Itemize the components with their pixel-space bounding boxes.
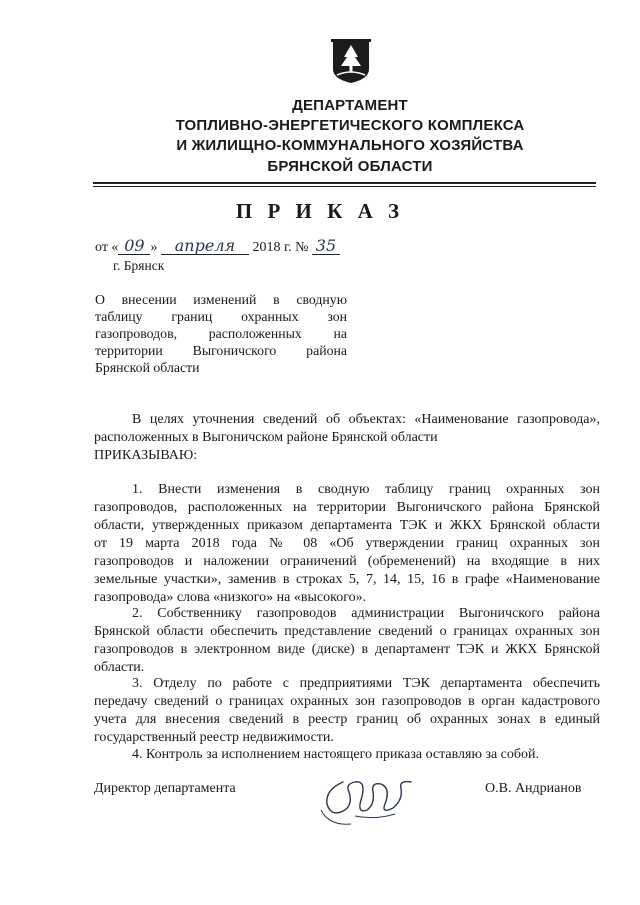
item-3-line: передачу сведений о границах охранных зон газопроводов в орган кадастрового	[94, 694, 600, 709]
department-name-line-3: И ЖИЛИЩНО-КОММУНАЛЬНОГО ХОЗЯЙСТВА	[176, 137, 524, 154]
order-number: 35	[312, 238, 340, 255]
coat-of-arms-emblem	[331, 39, 371, 85]
item-4-line: 4. Контроль за исполнением настоящего приказа оставляю за собой.	[132, 747, 540, 762]
item-2-line: области.	[94, 660, 145, 675]
city: г. Брянск	[113, 258, 165, 273]
item-1-line: газопровода» слова «низкого» на «высокого».	[94, 590, 367, 605]
subject-line: газопроводов, расположенных на	[95, 326, 347, 341]
number-sign: №	[295, 240, 309, 255]
header-divider-thin	[93, 186, 596, 187]
subject-line: Брянской области	[95, 360, 200, 375]
item-1-line: области, утвержденных приказом департамента ТЭК и ЖКХ Брянской области	[94, 518, 600, 533]
item-3-line: 3. Отделу по работе с предприятиями ТЭК департамента обеспечить	[132, 676, 600, 691]
signatory-name: О.В. Андрианов	[485, 781, 582, 796]
date-year: 2018 г.	[252, 240, 292, 255]
date-month: апреля	[161, 238, 249, 255]
preamble-line: расположенных в Выгоничском районе Брянской области	[94, 430, 438, 445]
date-day: 09	[118, 238, 150, 255]
department-name-line-1: ДЕПАРТАМЕНТ	[292, 97, 408, 114]
item-1-line: 1. Внести изменения в сводную таблицу границ охранных зон	[132, 482, 600, 497]
item-1-line: земельные участки», заменив в строках 5, 7, 14, 15, 16 в графе «Наименование	[94, 572, 600, 587]
order-subject	[95, 291, 347, 376]
item-1-line: газопроводов, расположенных на территории Выгоничского района Брянской	[94, 500, 600, 515]
item-2-line: газопроводов в электронном виде (диске) в департамент ТЭК и ЖКХ Брянской	[94, 642, 600, 657]
subject-line: территории Выгоничского района	[95, 343, 347, 358]
item-3-line: государственный реестр недвижимости.	[94, 730, 334, 745]
item-3-line: учета для внесения сведений в реестр границ об охранных зонах в единый	[94, 712, 600, 727]
item-2-line: 2. Собственнику газопроводов администрации Выгоничского района	[132, 606, 600, 621]
item-1-line: газопроводов и наложении ограничений (обременений) на входящие в них	[94, 554, 600, 569]
item-2-line: Брянской области обеспечить представление сведений о границах охранных зон	[94, 624, 600, 639]
document-title: П Р И К А З	[235, 199, 405, 223]
date-prefix: от «	[95, 240, 119, 255]
date-number-line	[95, 238, 340, 256]
department-name-line-4: БРЯНСКОЙ ОБЛАСТИ	[267, 158, 433, 175]
subject-line: таблицу границ охранных зон	[95, 309, 347, 324]
date-quote-close: »	[150, 240, 158, 255]
signatory-position: Директор департамента	[94, 781, 236, 796]
subject-line: О внесении изменений в сводную	[95, 292, 347, 307]
preamble-line: В целях уточнения сведений об объектах: «Наименование газопровода»,	[132, 412, 600, 427]
preamble-command: ПРИКАЗЫВАЮ:	[94, 448, 198, 463]
header-divider-thick	[93, 182, 596, 184]
department-name-line-2: ТОПЛИВНО-ЭНЕРГЕТИЧЕСКОГО КОМПЛЕКСА	[175, 117, 525, 134]
item-1-line: от 19 марта 2018 года № 08 «Об утверждении границ охранных зон	[94, 536, 600, 551]
handwritten-signature	[315, 770, 440, 828]
